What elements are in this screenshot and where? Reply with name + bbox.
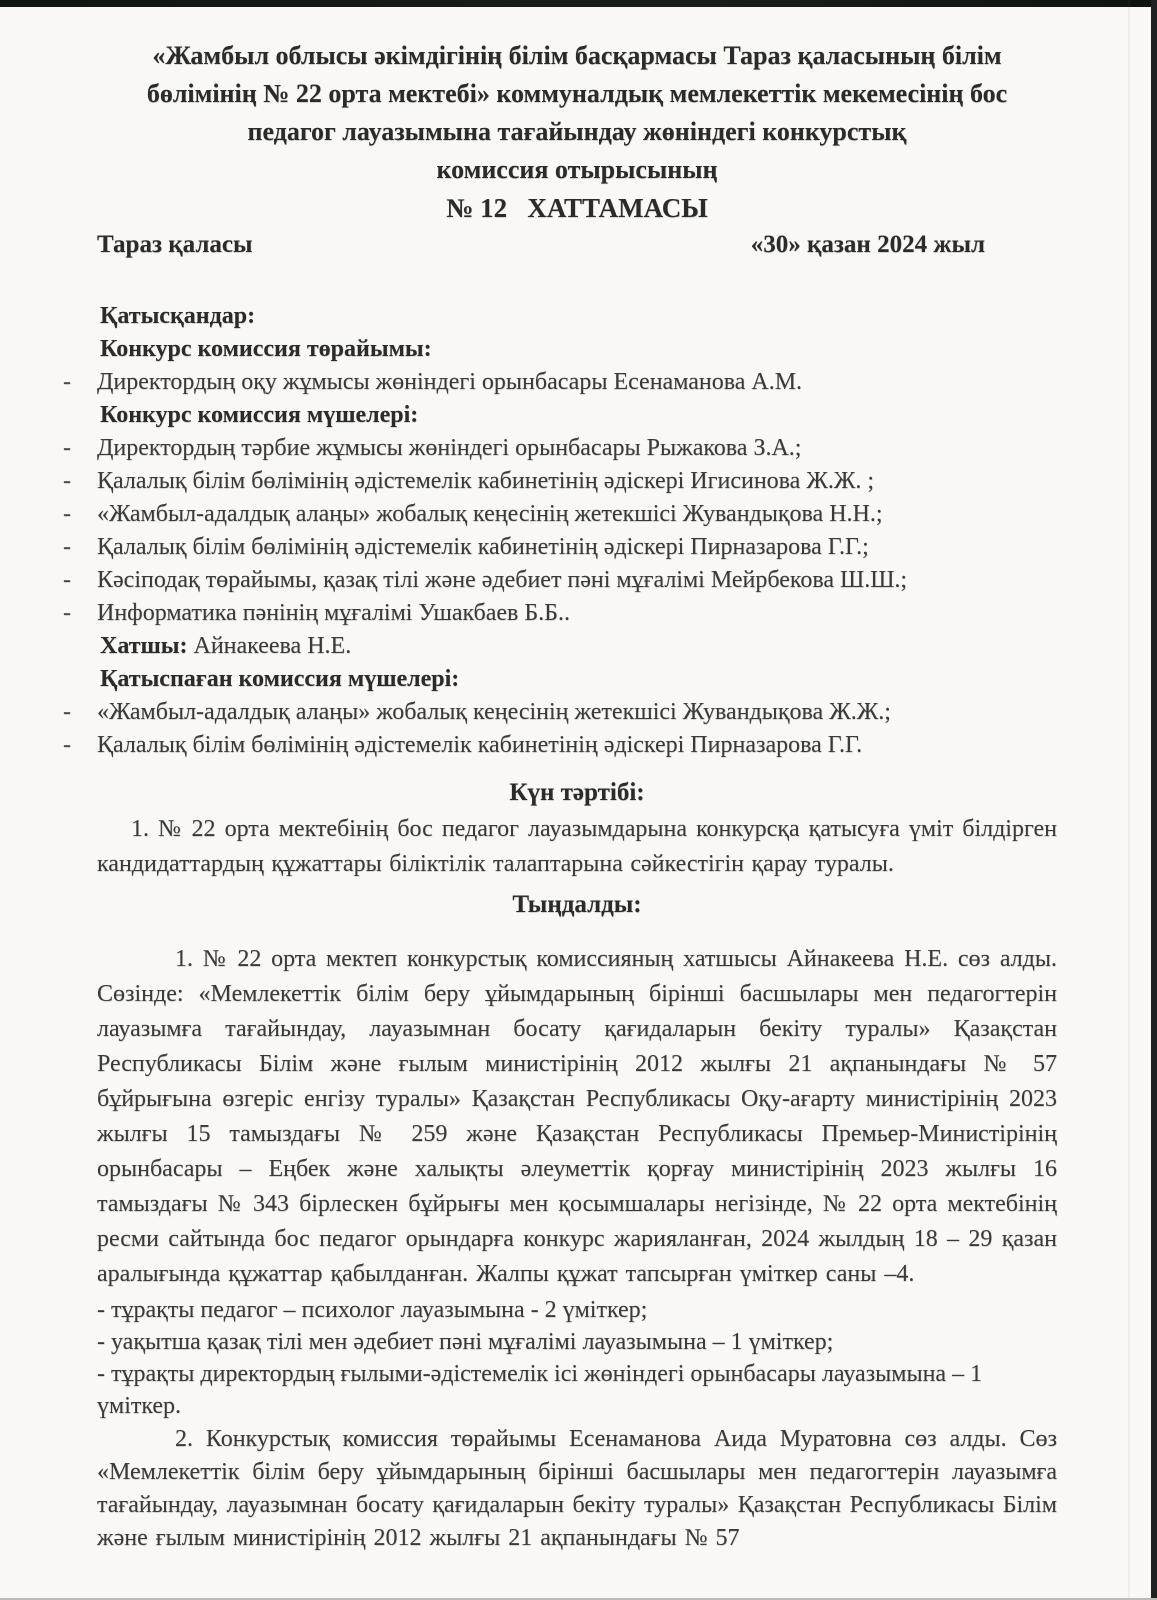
heard-paragraph-1: 1. № 22 орта мектеп конкурстық комиссияның хатшысы Айнакеева Н.Е. сөз алды. Сөзінде: «Мемлекеттік білім беру ұйымдарының бірінші басшылары мен педагогтерін лауазымға тағайындау, лауазымнан босату қағидаларын бекіту туралы» Қазақстан Республикасы Білім және ғылым министірінің 2012 жылғы 21 ақпанындағы № 57 бұйрығына өзгеріс енгізу туралы» Қазақстан Республикасы Оқу-ағарту министірінің 2023 жылғы 15 тамыздағы № 259 және Қазақстан Республикасы Премьер-Министірінің орынбасары – Еңбек және халықты әлеуметтік қорғау министірінің 2023 жылғы 16 тамыздағы № 343 бірлескен бұйрығы мен қосымшалары негізінде, № 22 орта мектебінің ресми сайтында бос педагог орындарға конкурс жарияланған, 2024 жылдың 18 – 29 қазан аралығында құжаттар қабылданған. Жалпы құжат тапсырған үміткер саны –4.: [97, 946, 1057, 1287]
dash-bullet: -: [63, 534, 71, 560]
applicant-count-line: - уақытша қазақ тілі мен әдебиет пәні мұғалімі лауазымына – 1 үміткер;: [97, 1329, 834, 1355]
applicant-counts: [97, 1294, 1057, 1422]
dash-bullet: -: [63, 468, 71, 494]
dash-bullet: -: [63, 732, 71, 758]
dash-bullet: -: [63, 699, 71, 725]
member-text: Кәсіподақ төрайымы, қазақ тілі және әдебиет пәні мұғалімі Мейрбекова Ш.Ш.;: [97, 567, 908, 593]
dash-bullet: -: [63, 435, 71, 461]
dash-bullet: -: [63, 369, 71, 395]
list-item: [63, 531, 1057, 564]
secretary-label: Хатшы:: [100, 633, 188, 659]
agenda-heading: Күн тәртібі:: [509, 779, 645, 806]
member-text: Қалалық білім бөлімінің әдістемелік кабинетінің әдіскері Пирназарова Г.Г.;: [97, 534, 869, 560]
secretary-name: Айнакеева Н.Е.: [187, 633, 352, 659]
member-text: Директордың тәрбие жұмысы жөніндегі орынбасары Рыжакова З.А.;: [97, 435, 802, 461]
absent-members-heading: Қатыспаған комиссия мүшелері:: [100, 666, 460, 692]
member-text: «Жамбыл-адалдық алаңы» жобалық кеңесінің жетекшісі Жувандықова Н.Н.;: [97, 501, 883, 527]
place-name: Тараз қаласы: [97, 231, 253, 258]
list-item: [63, 498, 1057, 531]
absent-member-text: «Жамбыл-адалдық алаңы» жобалық кеңесінің жетекшісі Жувандықова Ж.Ж.;: [97, 699, 891, 725]
members-heading: Конкурс комиссия мүшелері:: [100, 402, 419, 428]
dash-bullet: -: [63, 600, 71, 626]
protocol-number-heading: № 12 ХАТТАМАСЫ: [446, 193, 708, 223]
agenda-item: 1. № 22 орта мектебінің бос педагог лауазымдарына конкурсқа қатысуға үміт білдірген кандидаттардың құжаттары біліктілік талаптарына сәйкестігін қарау туралы.: [97, 816, 1057, 877]
list-item: [63, 597, 1057, 630]
title-line: педагог лауазымына тағайындау жөніндегі конкурстық: [247, 117, 907, 146]
participants-section: [63, 300, 1057, 762]
protocol-date: «30» қазан 2024 жыл: [750, 231, 985, 258]
heard-paragraph-2: 2. Конкурстық комиссия төрайымы Есенаманова Аида Муратовна сөз алды. Сөз «Мемлекеттік білім беру ұйымдарының бірінші басшылары мен педагогтерін лауазымға тағайындау, лауазымнан босату қағидаларын бекіту туралы» Қазақстан Республикасы Білім және ғылым министірінің 2012 жылғы 21 ақпанындағы № 57: [97, 1426, 1057, 1551]
title-line: комиссия отырысының: [436, 155, 718, 184]
participants-heading: Қатысқандар:: [100, 303, 256, 329]
list-item: [63, 432, 1057, 465]
title-line: «Жамбыл облысы әкімдігінің білім басқармасы Тараз қаласының білім: [152, 41, 1002, 70]
dash-bullet: -: [63, 567, 71, 593]
chair-heading: Конкурс комиссия төрайымы:: [100, 336, 432, 362]
absent-member-text: Қалалық білім бөлімінің әдістемелік кабинетінің әдіскері Пирназарова Г.Г.: [97, 732, 863, 758]
heard-heading: Тыңдалды:: [512, 891, 642, 918]
member-text: Информатика пәнінің мұғалімі Ушакбаев Б.Б..: [97, 600, 570, 626]
title-line: бөлімінің № 22 орта мектебі» коммуналдық мемлекеттік мекемесінің бос: [146, 79, 1008, 108]
list-item: [63, 465, 1057, 498]
applicant-count-line: - тұрақты директордың ғылыми-әдістемелік ісі жөніндегі орынбасары лауазымына – 1 үміткер.: [97, 1361, 983, 1419]
dash-bullet: -: [63, 501, 71, 527]
secretary-line: [97, 630, 1057, 663]
chair-member-text: Директордың оқу жұмысы жөніндегі орынбасары Есенаманова А.М.: [97, 369, 803, 395]
list-item: [63, 564, 1057, 597]
member-text: Қалалық білім бөлімінің әдістемелік кабинетінің әдіскері Игисинова Ж.Ж. ;: [97, 468, 874, 494]
list-item: [63, 729, 1057, 762]
document-title: [107, 37, 1047, 189]
list-item: [63, 696, 1057, 729]
place-date-row: [97, 228, 1057, 261]
list-item: [63, 366, 1057, 399]
applicant-count-line: - тұрақты педагог – психолог лауазымына - 2 үміткер;: [97, 1297, 648, 1323]
